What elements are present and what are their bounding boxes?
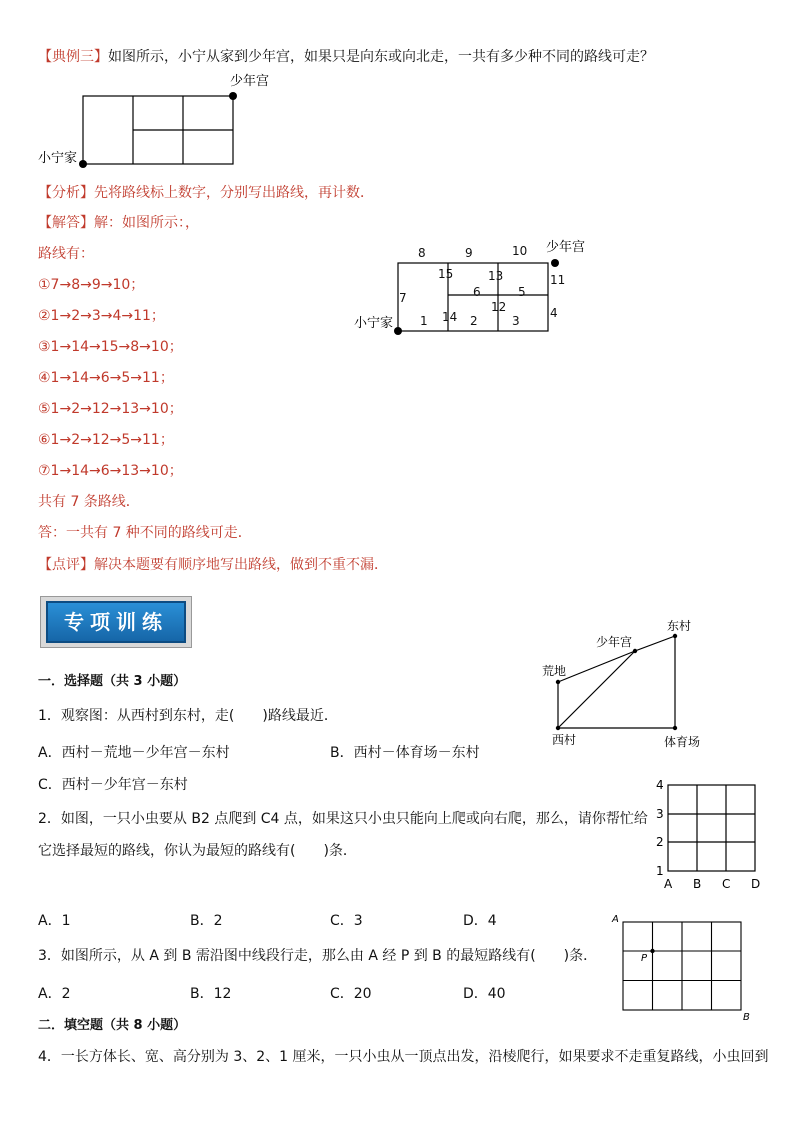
grid-row-label: 4 [656, 778, 664, 792]
segment-number: 7 [399, 291, 407, 305]
grid-col-label: A [664, 877, 673, 891]
analysis-tag: 【分析】 [38, 185, 94, 201]
comment-line [38, 554, 388, 574]
home-label: 小宁家 [38, 151, 78, 166]
label-p: P [641, 953, 648, 964]
segment-number: 11 [550, 273, 566, 287]
q3-option-b: B．12 [190, 986, 232, 1002]
q4-stem: 4．一长方体长、宽、高分别为 3、2、1 厘米，一只小虫从一顶点出发，沿棱爬行，如果要求不走重复路线，小虫回到 [38, 1049, 769, 1065]
labeled-route-figure [350, 236, 590, 344]
q2-stem-line1: 2．如图，一只小虫要从 B2 点爬到 C4 点，如果这只小虫只能向上爬或向右爬，那么，请你帮忙给 [38, 811, 648, 827]
q2-option-c: C．3 [330, 913, 363, 929]
q3-grid-figure [608, 910, 758, 1025]
routes-title: 路线有： [38, 246, 94, 262]
palace-label: 少年宫 [230, 74, 270, 89]
segment-number: 14 [442, 310, 458, 324]
home-label: 小宁家 [354, 316, 394, 331]
example-tag: 【典例三】 [38, 49, 108, 65]
segment-number: 1 [420, 314, 428, 328]
grid-col-label: C [722, 877, 731, 891]
q2-stem-line2: 它选择最短的路线，你认为最短的路线有( )条． [38, 843, 357, 859]
segment-number: 2 [470, 314, 478, 328]
q3-stem: 3．如图所示，从 A 到 B 需沿图中线段行走，那么由 A 经 P 到 B 的最短路线有( )条． [38, 948, 598, 964]
section1-heading: 一．选择题（共 3 小题） [38, 674, 187, 689]
q1-map-figure [530, 618, 720, 753]
route-item: ⑤1→2→12→13→10； [38, 401, 183, 417]
segment-number: 6 [473, 285, 481, 299]
segment-number: 13 [488, 269, 504, 283]
home-dot [394, 327, 402, 335]
total-line: 共有 7 条路线． [38, 494, 140, 510]
q1-option-b: B．西村－体育场－东村 [330, 745, 480, 761]
segment-number: 5 [518, 285, 526, 299]
palace-label: 少年宫 [546, 240, 586, 255]
route-item: ③1→14→15→8→10； [38, 339, 183, 355]
point-p-dot [650, 949, 654, 953]
answer-text: 解：如图所示：， [94, 215, 199, 231]
map-label-west: 西村 [552, 733, 577, 747]
route-item: ②1→2→3→4→11； [38, 308, 165, 324]
q3-option-d: D．40 [463, 986, 506, 1002]
comment-text: 解决本题要有顺序地写出路线，做到不重不漏． [94, 557, 388, 573]
route-item: ④1→14→6→5→11； [38, 370, 174, 386]
q3-option-c: C．20 [330, 986, 372, 1002]
comment-tag: 【点评】 [38, 557, 94, 573]
q2-option-b: B．2 [190, 913, 223, 929]
analysis-line [38, 182, 374, 202]
grid-col-label: B [693, 877, 702, 891]
example-question [38, 46, 654, 66]
map-label-palace: 少年宫 [596, 635, 633, 649]
segment-number: 10 [512, 244, 528, 258]
route-item: ⑦1→14→6→13→10； [38, 463, 183, 479]
map-label-stadium: 体育场 [664, 735, 701, 749]
example-question-text: 如图所示，小宁从家到少年宫，如果只是向东或向北走，一共有多少种不同的路线可走？ [108, 49, 654, 65]
segment-number: 9 [465, 246, 473, 260]
home-dot [79, 160, 87, 168]
label-b: B [743, 1012, 750, 1023]
palace-dot [229, 92, 237, 100]
segment-number: 4 [550, 306, 558, 320]
map-label-waste: 荒地 [542, 664, 567, 678]
analysis-text: 先将路线标上数字，分别写出路线，再计数． [94, 185, 374, 201]
segment-number: 15 [438, 267, 454, 281]
segment-number: 8 [418, 246, 426, 260]
q1-option-c: C．西村－少年宫－东村 [38, 777, 188, 793]
example-grid-figure [30, 68, 290, 173]
grid-row-label: 3 [656, 807, 664, 821]
map-label-east: 东村 [667, 619, 692, 633]
q2-option-d: D．4 [463, 913, 497, 929]
q2-option-a: A．1 [38, 913, 71, 929]
palace-dot [551, 259, 559, 267]
final-answer: 答：一共有 7 种不同的路线可走． [38, 525, 252, 541]
q3-option-a: A．2 [38, 986, 71, 1002]
q1-option-a: A．西村－荒地－少年宫－东村 [38, 745, 230, 761]
grid-row-label: 1 [656, 864, 664, 878]
section2-heading: 二．填空题（共 8 小题） [38, 1018, 187, 1033]
label-a: A [612, 914, 619, 925]
special-training-banner [40, 596, 190, 646]
grid-row-label: 2 [656, 835, 664, 849]
answer-tag: 【解答】 [38, 215, 94, 231]
route-item: ①7→8→9→10； [38, 277, 145, 293]
segment-number: 12 [491, 300, 507, 314]
answer-line [38, 212, 199, 232]
q2-grid-figure [650, 774, 770, 894]
q1-stem: 1．观察图：从西村到东村，走( )路线最近． [38, 708, 338, 724]
grid-col-label: D [751, 877, 761, 891]
banner-title: 专项训练 [46, 601, 186, 643]
segment-number: 3 [512, 314, 520, 328]
route-item: ⑥1→2→12→5→11； [38, 432, 174, 448]
